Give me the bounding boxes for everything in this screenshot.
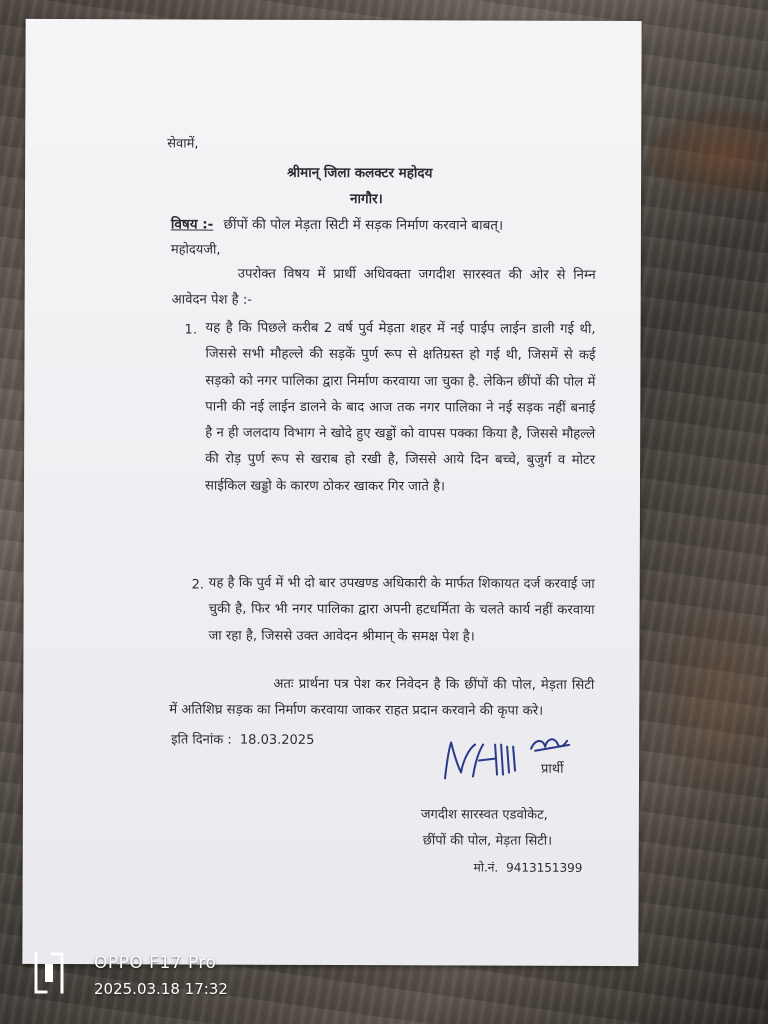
addressee-line2: नागौर।	[349, 191, 383, 208]
point-text: यह है कि पिछले करीब 2 वर्ष पुर्व मेड़ता शहर में नई पाईप लाईन डाली गई थी, जिससे सभी मौहल्ले की सड़कें पुर्ण रूप से क्षतिग्रस्त हो गई थी, जिसमें से कई सड़को को नगर पालिका द्वारा निर्माण करवाया जा चुका है. लेकिन छींपों की पोल में पानी की नई लाईन डालने के बाद आज तक नगर पालिका ने नई सड़क नहीं बनाई है न ही जलदाय विभाग ने खोदे हुए खड्डों को वापस पक्का किया है, जिससे मौहल्ले की रोड़ पुर्ण रूप से खराब हो रखी है, जिससे आये दिन बच्चे, बुजुर्ग व मोटर साईकिल खड्डो के कारण ठोकर खाकर गिर जाते है।	[204, 320, 596, 495]
greeting: महोदयजी,	[170, 242, 221, 258]
intro-paragraph: उपरोक्त विषय में प्रार्थी अधिवक्ता जगदीश सारस्वत की ओर से निम्न आवेदन पेश है :-	[171, 266, 596, 309]
sender-address: छींपों की पोल, मेड़ता सिटी।	[422, 833, 553, 849]
photo-timestamp: 2025.03.18 17:32	[94, 980, 228, 998]
handwritten-signature	[435, 720, 575, 790]
phone-line	[474, 859, 583, 875]
wood-knot	[650, 110, 768, 200]
subject-line	[171, 216, 503, 233]
subject-label: विषय :-	[170, 216, 214, 233]
camera-model-label: OPPO F17 Pro	[94, 953, 217, 973]
point-text: यह है कि पुर्व में भी दो बार उपखण्ड अधिकारी के मार्फत शिकायत दर्ज करवाई जा चुकी है, फिर भी नगर पालिका द्वारा अपनी हटधर्मिता के चलते कार्य नहीं करवाया जा रहा है, जिससे उक्त आवेदन श्रीमान् के समक्ष पेश है।	[208, 575, 595, 645]
date-label: इति दिनांक :	[171, 732, 232, 748]
date-value: 18.03.2025	[239, 732, 315, 748]
phone-label: मो.नं.	[473, 860, 499, 875]
point-number: 2.	[191, 577, 205, 593]
sender-name: जगदीश सारस्वत एडवोकेट,	[420, 807, 548, 823]
phone-value: 9413151399	[506, 860, 583, 875]
letter-paper	[22, 19, 641, 966]
signatory-role: प्रार्थी	[541, 761, 564, 777]
closing-paragraph: अतः प्रार्थना पत्र पेश कर निवेदन है कि छींपों की पोल, मेड़ता सिटी में अतिशिघ्र सड़क का निर्माण करवाया जाकर राहत प्रदान करवाने की कृपा करे।	[169, 676, 595, 720]
salutation-top: सेवामें,	[167, 136, 199, 152]
addressee-line1: श्रीमान् जिला कलक्टर महोदय	[287, 164, 433, 182]
wood-knot	[660, 600, 768, 800]
camera-logo-icon	[32, 950, 66, 996]
subject-text: छींपों की पोल मेड़ता सिटी में सड़क निर्माण करवाने बाबत्।	[223, 216, 504, 234]
point-number: 1.	[184, 322, 197, 338]
date-line	[171, 732, 314, 748]
